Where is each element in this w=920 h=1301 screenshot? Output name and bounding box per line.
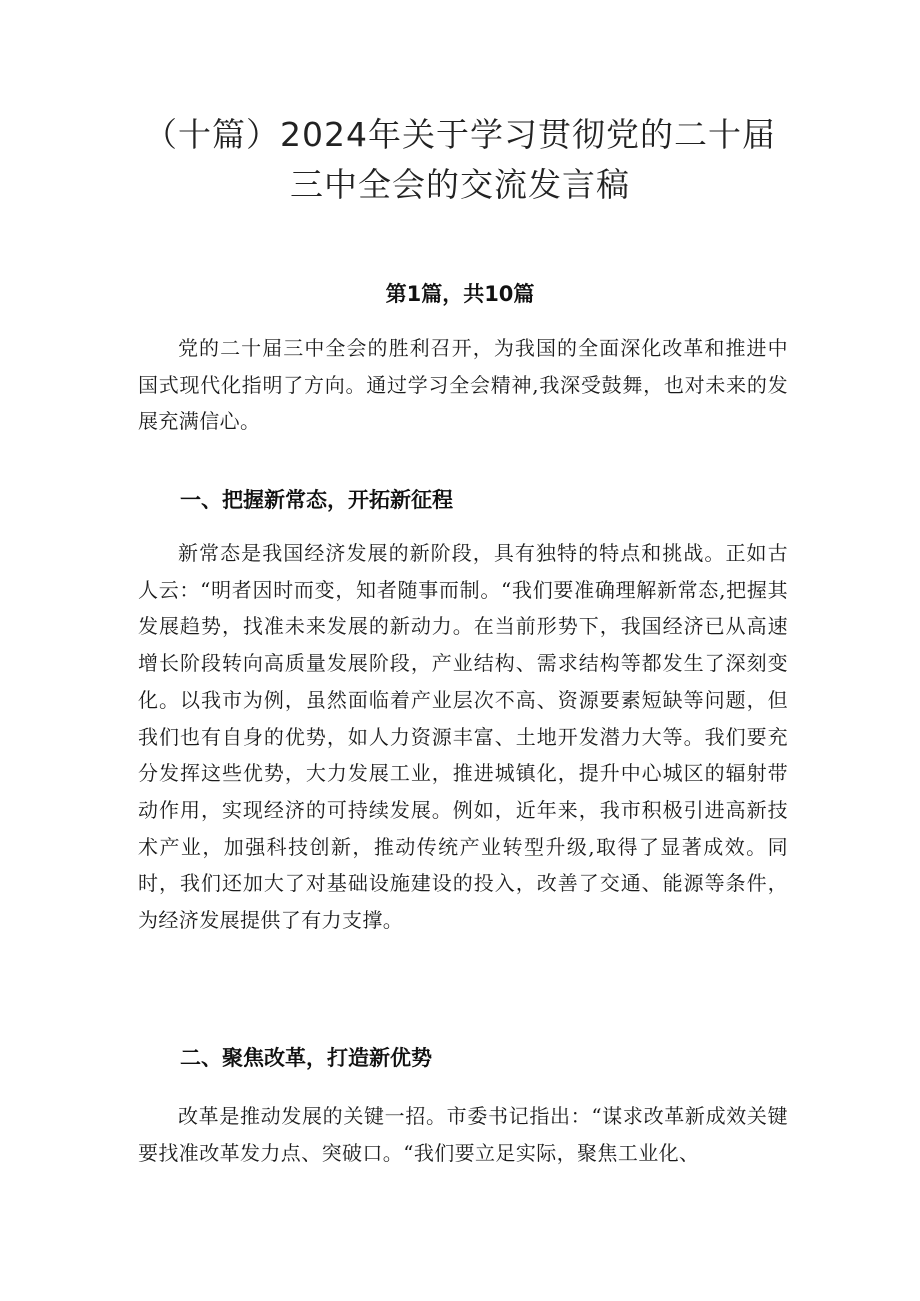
document-title [120, 110, 800, 210]
document-title-line-2: 三中全会的交流发言稿 [290, 165, 630, 204]
section-paragraph-1: 新常态是我国经济发展的新阶段，具有独特的特点和挑战。正如古人云：“明者因时而变，知者随事而制。“我们要准确理解新常态,把握其发展趋势，找准未来发展的新动力。在当前形势下，我国经济已从高速增长阶段转向高质量发展阶段，产业结构、需求结构等都发生了深刻变化。以我市为例，虽然面临着产业层次不高、资源要素短缺等问题，但我们也有自身的优势，如人力资源丰富、土地开发潜力大等。我们要充分发挥这些优势，大力发展工业，推进城镇化，提升中心城区的辐射带动作用，实现经济的可持续发展。例如，近年来，我市积极引进高新技术产业，加强科技创新，推动传统产业转型升级,取得了显著成效。同时，我们还加大了对基础设施建设的投入，改善了交通、能源等条件，为经济发展提供了有力支撑。 [138, 541, 788, 933]
section-heading-1: 一、把握新常态，开拓新征程 [180, 488, 453, 512]
part-heading: 第1篇，共10篇 [385, 282, 535, 306]
document-title-line-1: （十篇）2024年关于学习贯彻党的二十届 [144, 115, 776, 154]
section-paragraph-2: 改革是推动发展的关键一招。市委书记指出：“谋求改革新成效关键要找准改革发力点、突破口。“我们要立足实际，聚焦工业化、 [138, 1104, 788, 1165]
intro-paragraph: 党的二十届三中全会的胜利召开，为我国的全面深化改革和推进中国式现代化指明了方向。通过学习全会精神,我深受鼓舞，也对未来的发展充满信心。 [138, 336, 788, 434]
section-heading-2: 二、聚焦改革，打造新优势 [180, 1046, 432, 1070]
